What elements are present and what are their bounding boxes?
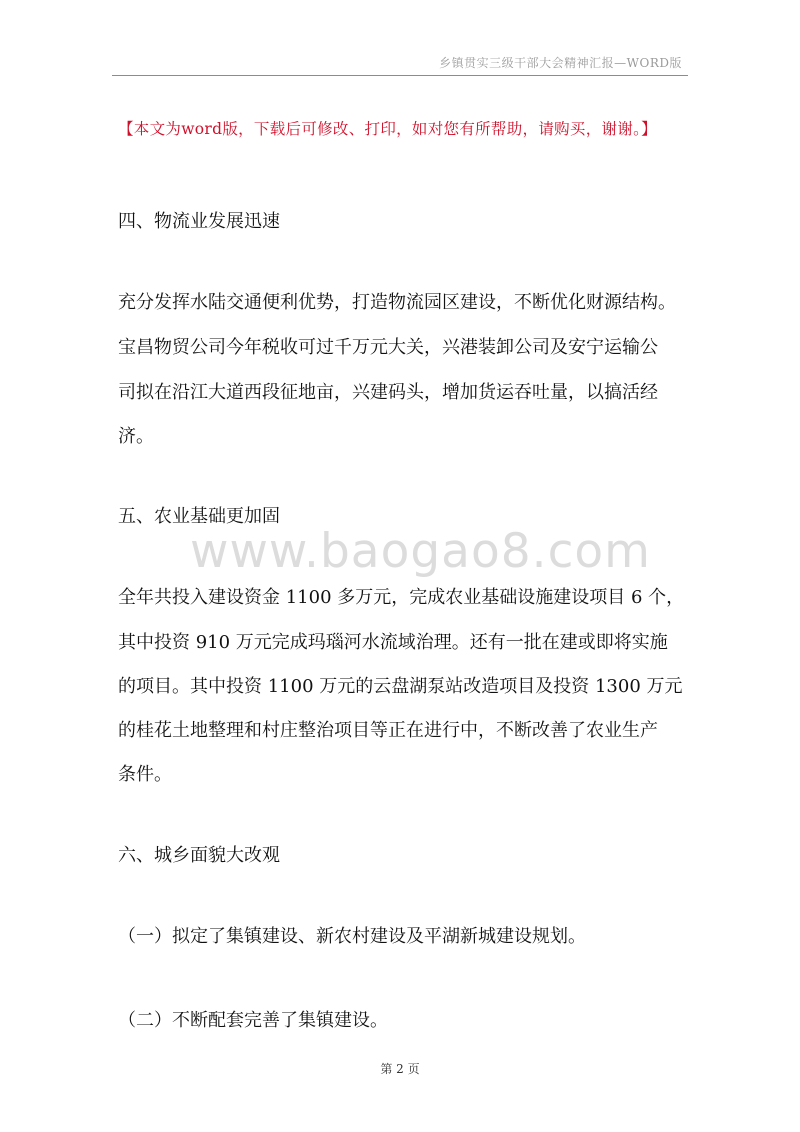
running-header: 乡镇贯实三级干部大会精神汇报—WORD版 [439,56,682,70]
paragraph-line: 济。 [118,426,154,447]
watermark: www.baogao8.com [190,524,651,579]
section-heading: 五、农业基础更加固 [118,506,280,527]
section-heading: 四、物流业发展迅速 [118,211,280,232]
page-number: 第 2 页 [380,1062,420,1076]
paragraph-line: 条件。 [118,764,172,785]
purchase-notice: 【本文为word版，下载后可修改、打印，如对您有所帮助，请购买，谢谢。】 [118,120,657,138]
paragraph-line: 司拟在沿江大道西段征地亩，兴建码头，增加货运吞吐量，以搞活经 [118,382,658,403]
paragraph-line: 宝昌物贸公司今年税收可过千万元大关，兴港装卸公司及安宁运输公 [118,337,658,358]
paragraph-line: 充分发挥水陆交通便利优势，打造物流园区建设，不断优化财源结构。 [118,292,676,313]
section-heading: 六、城乡面貌大改观 [118,845,280,866]
list-item: （二）不断配套完善了集镇建设。 [118,1010,388,1031]
paragraph-line: 的桂花土地整理和村庄整治项目等正在进行中，不断改善了农业生产 [118,720,658,741]
paragraph-line: 的项目。其中投资 1100 万元的云盘湖泵站改造项目及投资 1300 万元 [118,676,683,697]
list-item: （一）拟定了集镇建设、新农村建设及平湖新城建设规划。 [118,926,586,947]
paragraph-line: 其中投资 910 万元完成玛瑙河水流域治理。还有一批在建或即将实施 [118,632,668,653]
header-rule [112,75,688,76]
paragraph-line: 全年共投入建设资金 1100 多万元，完成农业基础设施建设项目 6 个， [118,587,685,608]
